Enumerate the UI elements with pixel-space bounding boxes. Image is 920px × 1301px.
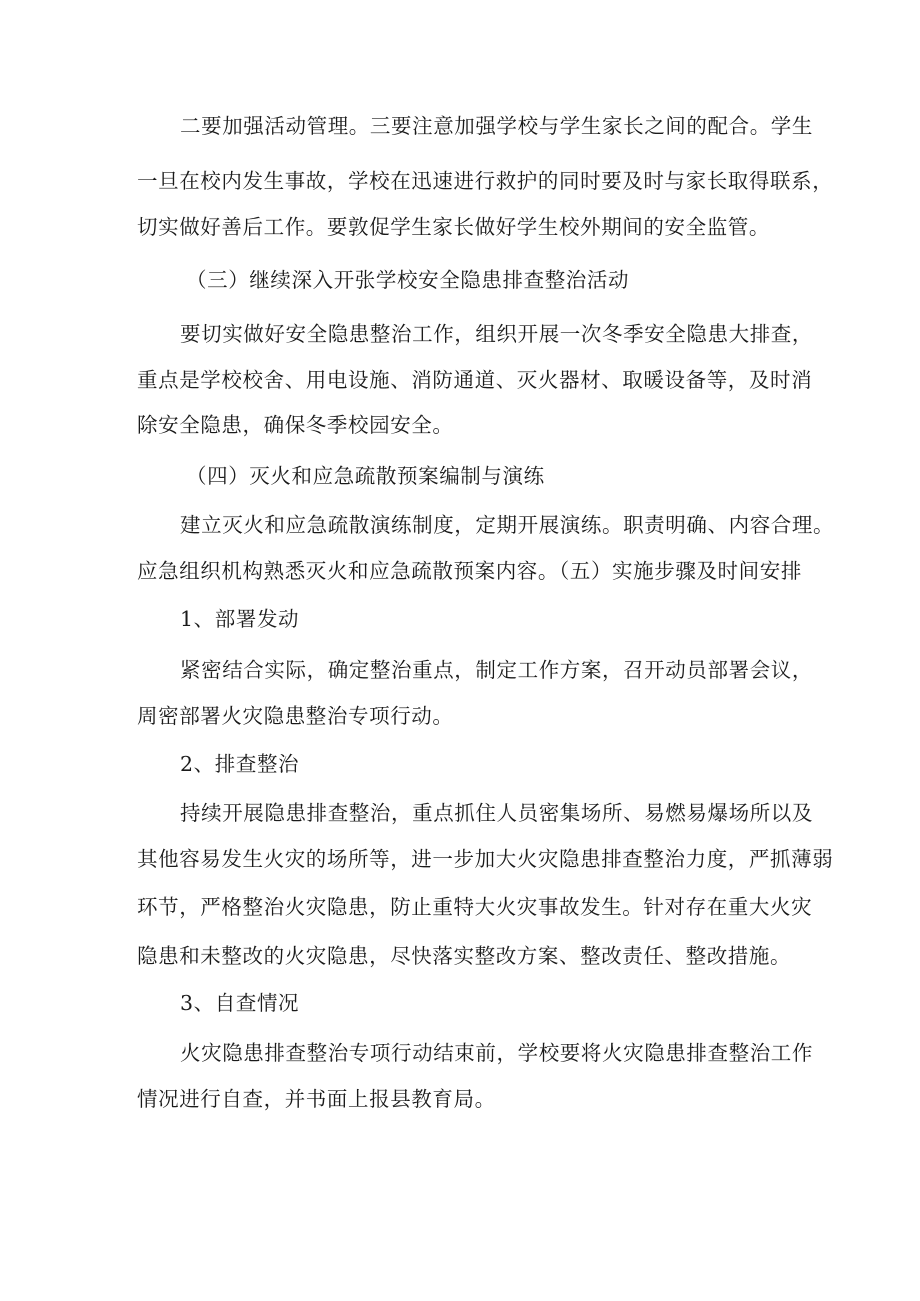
subsection-heading: 3、自查情况 — [180, 991, 300, 1015]
body-text-line: 情况进行自查，并书面上报县教育局。 — [137, 1087, 496, 1111]
body-text-line: 重点是学校校舍、用电设施、消防通道、灭火器材、取暖设备等，及时消 — [137, 368, 813, 392]
subsection-heading: 1、部署发动 — [180, 607, 300, 631]
body-text-line: 应急组织机构熟悉灭火和应急疏散预案内容。（五）实施步骤及时间安排 — [137, 559, 802, 583]
body-text-line: 除安全隐患，确保冬季校园安全。 — [137, 413, 454, 437]
body-text-line: 紧密结合实际，确定整治重点，制定工作方案，召开动员部署会议， — [180, 658, 813, 682]
body-text-line: 二要加强活动管理。三要注意加强学校与学生家长之间的配合。学生 — [180, 114, 813, 138]
body-text-line: 火灾隐患排查整治专项行动结束前，学校要将火灾隐患排查整治工作 — [180, 1041, 813, 1065]
body-text-line: 其他容易发生火灾的场所等，进一步加大火灾隐患排查整治力度，严抓薄弱 — [137, 847, 834, 871]
body-text-line: 周密部署火灾隐患整治专项行动。 — [137, 704, 454, 728]
body-text-line: 一旦在校内发生事故，学校在迅速进行救护的同时要及时与家长取得联系， — [137, 169, 834, 193]
body-text-line: 切实做好善后工作。要敦促学生家长做好学生校外期间的安全监管。 — [137, 215, 770, 239]
body-text-line: 隐患和未整改的火灾隐患，尽快落实整改方案、整改责任、整改措施。 — [137, 944, 792, 968]
subsection-heading: 2、排查整治 — [180, 752, 300, 776]
section-heading: （三）继续深入开张学校安全隐患排查整治活动 — [186, 268, 630, 292]
body-text-line: 建立灭火和应急疏散演练制度，定期开展演练。职责明确、内容合理。 — [180, 513, 835, 537]
body-text-line: 持续开展隐患排查整治，重点抓住人员密集场所、易燃易爆场所以及 — [180, 801, 813, 825]
section-heading: （四）灭火和应急疏散预案编制与演练 — [186, 464, 545, 488]
body-text-line: 环节，严格整治火灾隐患，防止重特大火灾事故发生。针对存在重大火灾 — [137, 895, 813, 919]
body-text-line: 要切实做好安全隐患整治工作，组织开展一次冬季安全隐患大排查， — [180, 322, 813, 346]
